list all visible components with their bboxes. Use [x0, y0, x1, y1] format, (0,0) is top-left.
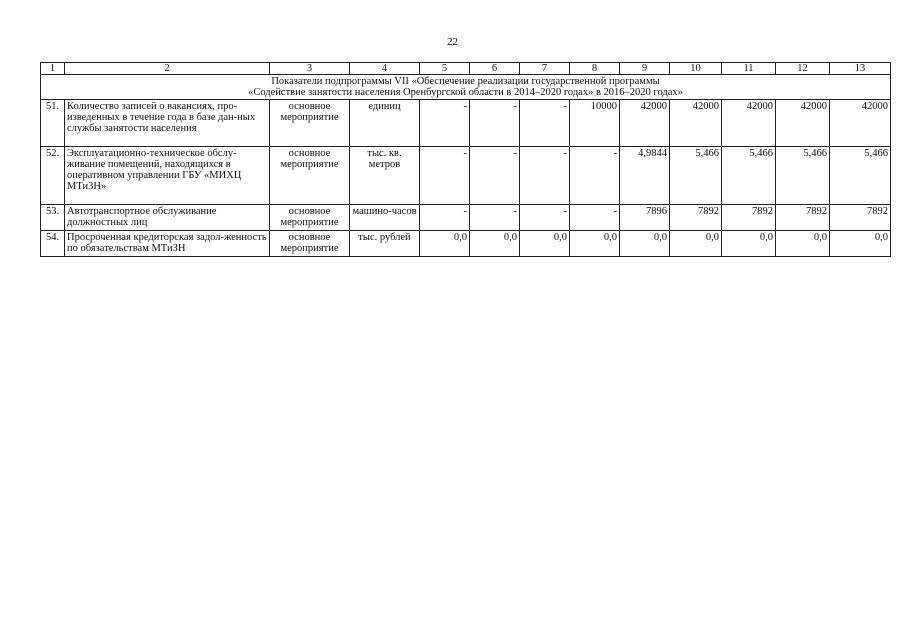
- column-header: 12: [776, 63, 830, 75]
- value-cell: 7896: [620, 205, 670, 231]
- indicator-name: Просроченная кредиторская задол-женность по обязательствам МТиЗН: [65, 231, 270, 257]
- indicator-unit: тыс. кв. метров: [350, 147, 420, 205]
- value-cell: 7892: [670, 205, 722, 231]
- section-title-line2: «Содействие занятости населения Оренбургской области в 2014–2020 годах» в 2016–2020 годах»: [248, 87, 683, 98]
- indicator-type: основное мероприятие: [270, 147, 350, 205]
- value-cell: -: [520, 147, 570, 205]
- value-cell: -: [420, 147, 470, 205]
- column-header: 8: [570, 63, 620, 75]
- value-cell: -: [470, 147, 520, 205]
- indicator-unit: единиц: [350, 100, 420, 147]
- value-cell: 0,0: [620, 231, 670, 257]
- column-header: 2: [65, 63, 270, 75]
- value-cell: 42000: [776, 100, 830, 147]
- value-cell: 7892: [722, 205, 776, 231]
- value-cell: 42000: [670, 100, 722, 147]
- column-header: 11: [722, 63, 776, 75]
- indicator-type: основное мероприятие: [270, 231, 350, 257]
- value-cell: 7892: [776, 205, 830, 231]
- indicator-unit: тыс. рублей: [350, 231, 420, 257]
- indicator-name: Количество записей о вакансиях, про-изведенных в течение года в базе дан-ных службы занятости населения: [65, 100, 270, 147]
- value-cell: -: [470, 100, 520, 147]
- indicator-type: основное мероприятие: [270, 100, 350, 147]
- value-cell: 0,0: [520, 231, 570, 257]
- table-row: [41, 100, 891, 147]
- value-cell: -: [520, 100, 570, 147]
- indicator-unit: машино-часов: [350, 205, 420, 231]
- value-cell: 0,0: [722, 231, 776, 257]
- value-cell: -: [570, 205, 620, 231]
- value-cell: 0,0: [420, 231, 470, 257]
- value-cell: -: [420, 205, 470, 231]
- value-cell: -: [470, 205, 520, 231]
- value-cell: 5,466: [830, 147, 891, 205]
- column-header: 7: [520, 63, 570, 75]
- table-row: [41, 231, 891, 257]
- indicators-table: [40, 62, 891, 257]
- column-header: 6: [470, 63, 520, 75]
- table-row: [41, 147, 891, 205]
- value-cell: 42000: [620, 100, 670, 147]
- column-header: 9: [620, 63, 670, 75]
- value-cell: 10000: [570, 100, 620, 147]
- column-number-row: [41, 63, 891, 75]
- value-cell: 42000: [830, 100, 891, 147]
- column-header: 1: [41, 63, 65, 75]
- column-header: 13: [830, 63, 891, 75]
- value-cell: 0,0: [776, 231, 830, 257]
- table-row: [41, 205, 891, 231]
- value-cell: 5,466: [776, 147, 830, 205]
- value-cell: 0,0: [470, 231, 520, 257]
- indicator-type: основное мероприятие: [270, 205, 350, 231]
- value-cell: 42000: [722, 100, 776, 147]
- page-number: 22: [447, 36, 458, 48]
- column-header: 5: [420, 63, 470, 75]
- row-number: 52.: [41, 147, 65, 205]
- section-title-row: [41, 75, 891, 100]
- value-cell: 0,0: [830, 231, 891, 257]
- column-header: 3: [270, 63, 350, 75]
- value-cell: -: [570, 147, 620, 205]
- row-number: 51.: [41, 100, 65, 147]
- value-cell: 5,466: [722, 147, 776, 205]
- row-number: 54.: [41, 231, 65, 257]
- value-cell: 5,466: [670, 147, 722, 205]
- indicator-name: Автотранспортное обслуживание должностных лиц: [65, 205, 270, 231]
- value-cell: 7892: [830, 205, 891, 231]
- value-cell: 4,9844: [620, 147, 670, 205]
- row-number: 53.: [41, 205, 65, 231]
- value-cell: -: [420, 100, 470, 147]
- column-header: 4: [350, 63, 420, 75]
- section-title-line1: Показатели подпрограммы VII «Обеспечение реализации государственной программы: [271, 76, 660, 87]
- value-cell: 0,0: [570, 231, 620, 257]
- value-cell: -: [520, 205, 570, 231]
- indicator-name: Эксплуатационно-техническое обслу-живание помещений, находящихся в оперативном управлении ГБУ «МИХЦ МТиЗН»: [65, 147, 270, 205]
- section-title: [41, 75, 891, 100]
- column-header: 10: [670, 63, 722, 75]
- value-cell: 0,0: [670, 231, 722, 257]
